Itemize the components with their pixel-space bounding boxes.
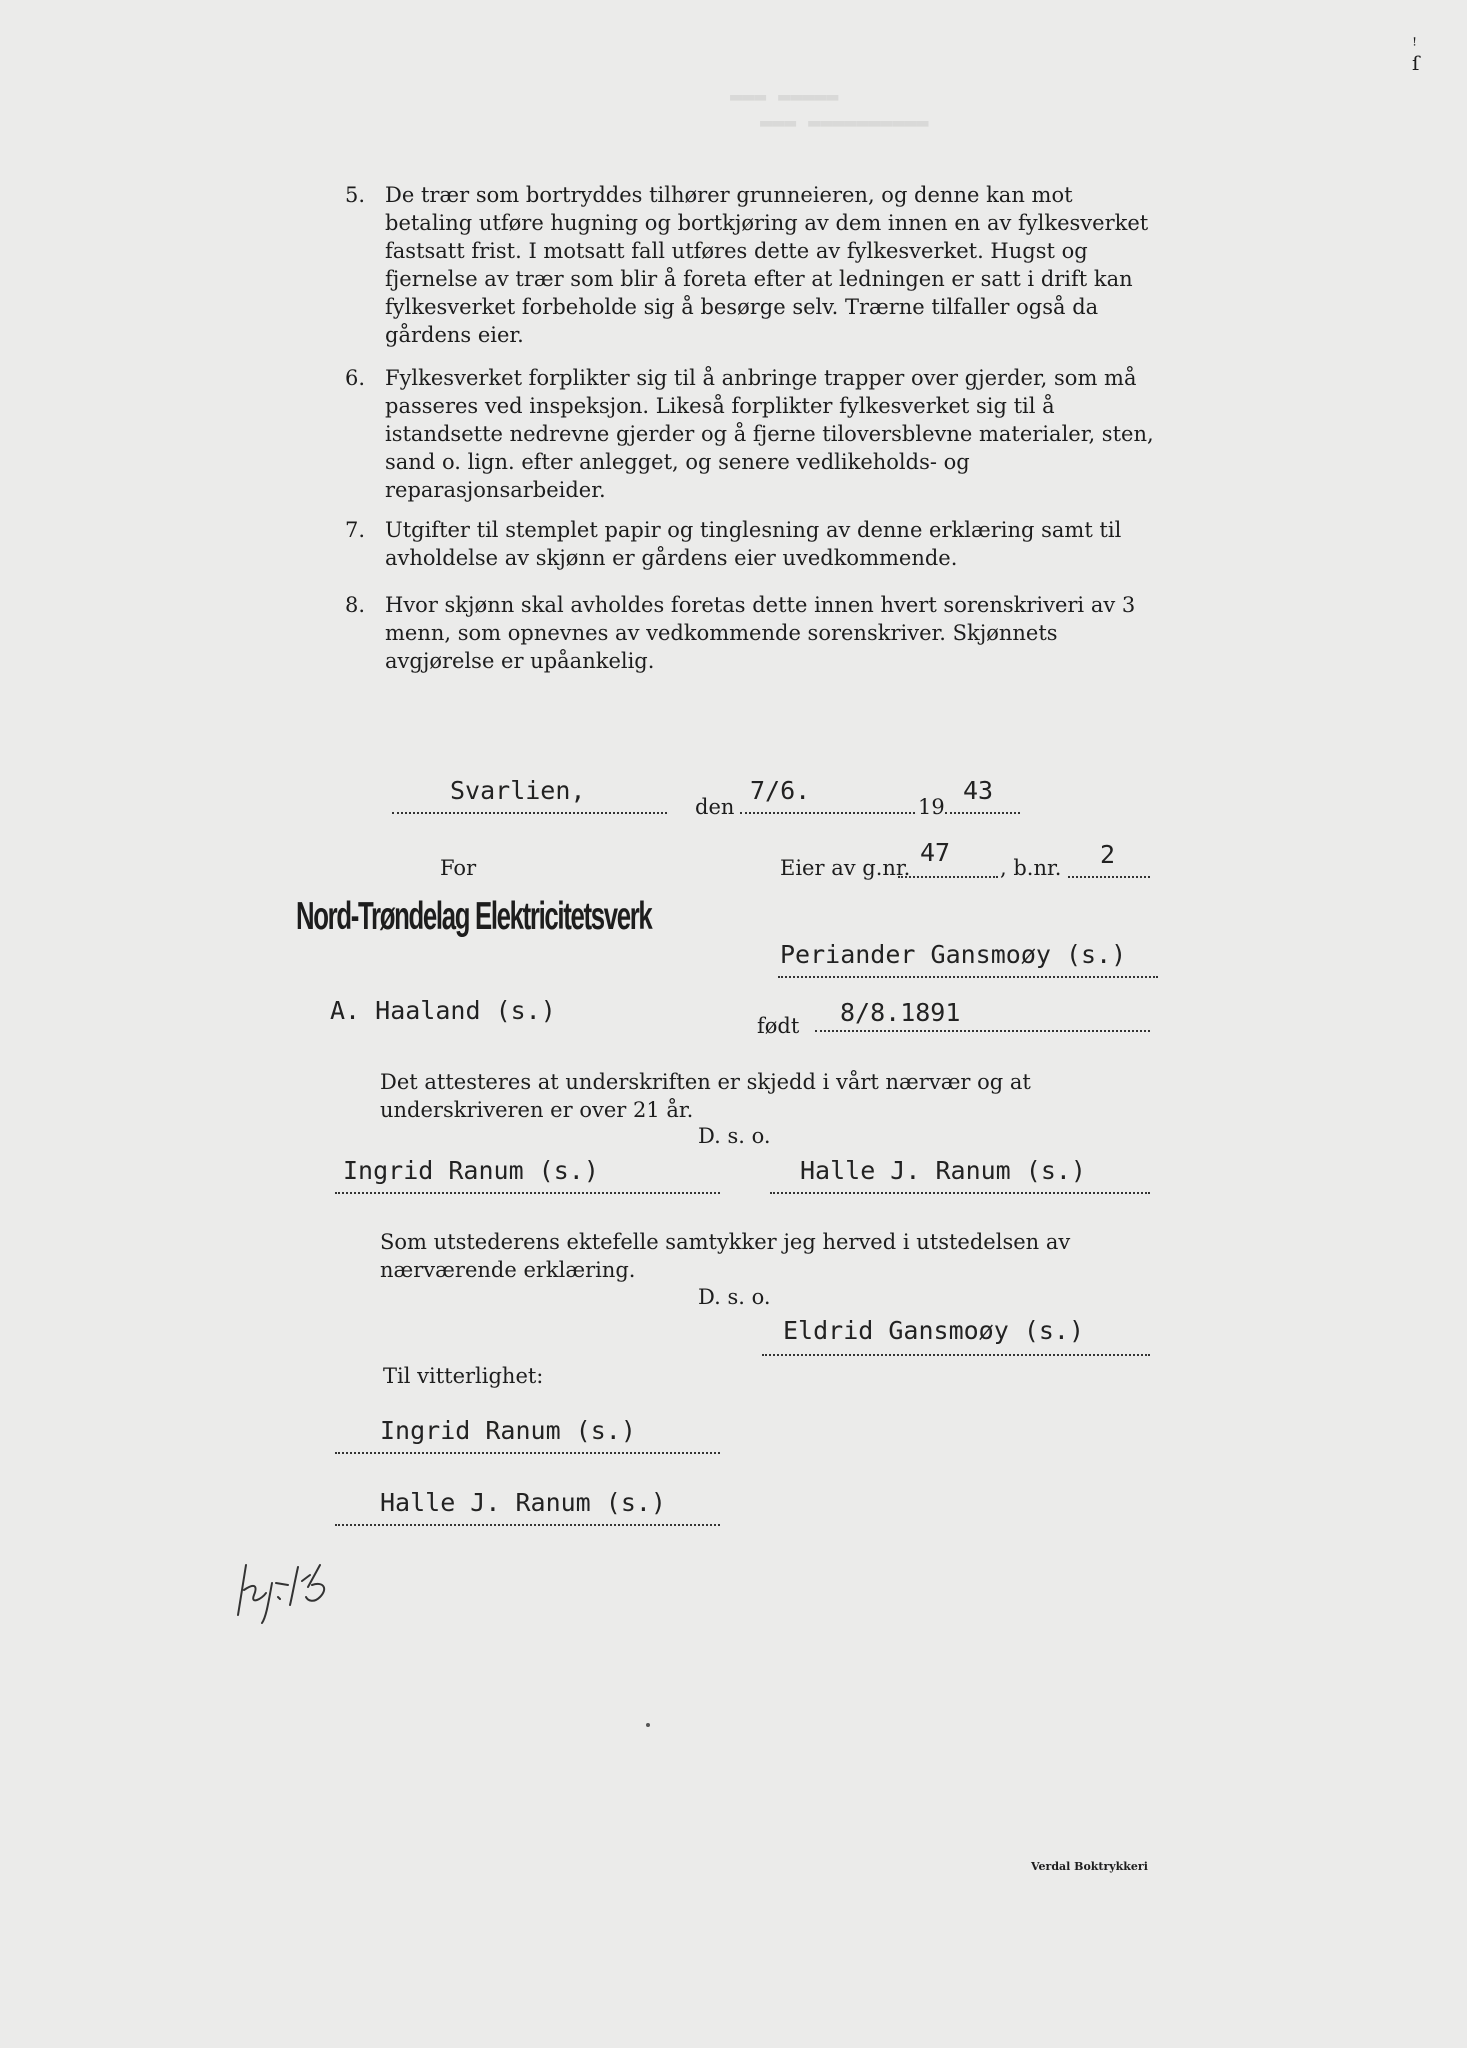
clause-text: Fylkesverket forplikter sig til å anbringe trapper over gjerder, som må passeres ved inspeksjon. Likeså forplikter fylkesverket sig til å istandsette nedrevne gjerder og å fjerne tiloversblevne materialer, sten, sand o. lign. efter anlegget, og senere vedlikeholds- og reparasjonsarbeider.	[385, 366, 1154, 502]
year-value: 43	[963, 776, 994, 805]
owner-signature-line	[778, 976, 1158, 978]
spouse-consent-text: Som utstederens ektefelle samtykker jeg herved i utstedelsen av nærværende erklæring.	[380, 1230, 1071, 1282]
clause-6	[345, 364, 1155, 504]
clause-text: De trær som bortryddes tilhører grunneieren, og denne kan mot betaling utføre hugning og bortkjøring av dem innen en av fylkesverket fastsatt frist. I motsatt fall utføres dette av fylkesverket. Hugst og fjernelse av trær som blir å foreta efter at ledningen er satt i drift kan fylkesverket forbeholde sig å besørge selv. Trærne tilfaller også da gårdens eier.	[385, 183, 1149, 347]
spouse-signature-line	[762, 1354, 1150, 1356]
company-signer: A. Haaland (s.)	[330, 996, 556, 1025]
bnr-label: , b.nr.	[1000, 856, 1062, 880]
bnr-dotted-line	[1068, 876, 1150, 878]
clause-number: 8.	[345, 593, 366, 617]
year-dotted-line	[945, 812, 1020, 814]
clause-number: 5.	[345, 183, 366, 207]
witness-2-line	[770, 1192, 1150, 1194]
vitterlighet-2-line	[335, 1524, 720, 1526]
ink-dot	[646, 1723, 650, 1727]
owner-signature: Periander Gansmoøy (s.)	[780, 940, 1127, 969]
clause-text: Utgifter til stemplet papir og tinglesning av denne erklæring samt til avholdelse av skjønn er gårdens eier uvedkommende.	[385, 518, 1122, 570]
witness-1-line	[335, 1192, 720, 1194]
place-value: Svarlien,	[450, 776, 586, 805]
born-dotted-line	[815, 1030, 1150, 1032]
witness-2-signature: Halle J. Ranum (s.)	[800, 1156, 1086, 1185]
vitterlighet-1-signature: Ingrid Ranum (s.)	[380, 1416, 636, 1445]
date-value: 7/6.	[750, 776, 811, 805]
born-value: 8/8.1891	[840, 998, 961, 1027]
clause-number: 6.	[345, 366, 366, 390]
dso-label: D. s. o.	[698, 1124, 771, 1148]
attestation-text: Det attesteres at underskriften er skjedd i vårt nærvær og at underskriveren er over 21 år.	[380, 1070, 1031, 1122]
clause-7	[345, 516, 1155, 572]
bnr-value: 2	[1100, 840, 1116, 869]
handwritten-note-icon	[228, 1545, 368, 1625]
born-label: født	[757, 1014, 800, 1038]
gnr-dotted-line	[898, 876, 998, 878]
date-dotted-line	[740, 812, 915, 814]
clause-5	[345, 181, 1155, 349]
year-prefix: 19	[918, 795, 945, 819]
corner-mark-icon: ꜝ ſ	[1412, 33, 1420, 75]
place-dotted-line	[392, 812, 667, 814]
vitterlighet-2-signature: Halle J. Ranum (s.)	[380, 1488, 666, 1517]
bleed-through-text: ▬▬▬ ▬▬▬▬▬	[730, 84, 839, 108]
spouse-signature: Eldrid Gansmoøy (s.)	[783, 1316, 1085, 1345]
for-label: For	[440, 856, 477, 880]
dso-label: D. s. o.	[698, 1285, 771, 1309]
gnr-label: Eier av g.nr.	[780, 856, 911, 880]
vitterlighet-1-line	[335, 1452, 720, 1454]
clause-number: 7.	[345, 518, 366, 542]
den-label: den	[695, 795, 735, 819]
printer-imprint: Verdal Boktrykkeri	[1031, 1860, 1148, 1873]
bleed-through-text: ▬▬▬ ▬▬▬▬▬▬▬▬▬▬	[760, 110, 929, 134]
clause-text: Hvor skjønn skal avholdes foretas dette innen hvert sorenskriveri av 3 menn, som opnevnes av vedkommende sorenskriver. Skjønnets avgjørelse er upåankelig.	[385, 593, 1136, 673]
gnr-value: 47	[920, 838, 951, 867]
clause-8	[345, 591, 1155, 675]
vitterlighet-label: Til vitterlighet:	[383, 1364, 544, 1388]
witness-1-signature: Ingrid Ranum (s.)	[343, 1156, 599, 1185]
company-stamp: Nord-Trøndelag Elektricitetsverk	[296, 895, 652, 938]
